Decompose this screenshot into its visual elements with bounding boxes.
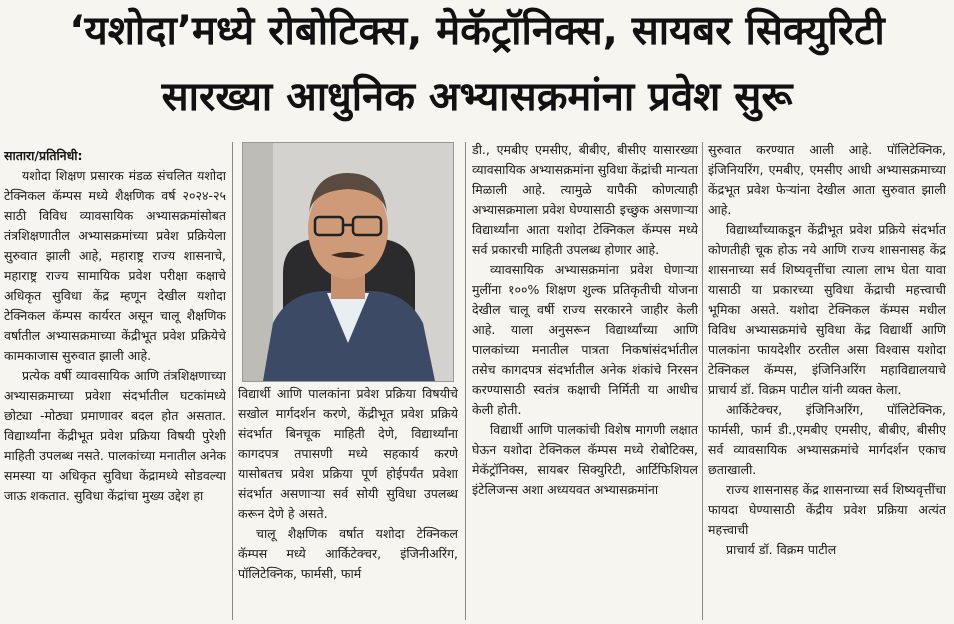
paragraph: आर्किटेक्चर, इंजिनिअरिंग, पॉलिटेक्निक, फार्मसी, फार्म डी.,एमबीए एमसीए, बीबीए, बीसीए सर्व व्यावसायिक अभ्यासक्रमांचे मार्गदर्शन एकाच छताखाली. xyxy=(708,402,946,477)
paragraph: राज्य शासनासह केंद्र शासनाच्या सर्व शिष्यवृत्तींचा फायदा घेण्यासाठी केंद्रीय प्रवेश प्रक्रिया अत्यंत महत्त्वाची xyxy=(708,482,946,537)
paragraph: प्रत्येक वर्षी व्यावसायिक आणि तंत्रशिक्षणाच्या अभ्यासक्रमाच्या प्रवेशा संदर्भातील घटकांमध्ये छोट्या -मोठ्या प्रमाणावर बदल होत असतात. विद्यार्थ्यांना केंद्रीभूत प्रवेश प्रक्रिया विषयी पुरेशी माहिती उपलब्ध नसते. पालकांच्या मनातील अनेक समस्या या अधिकृत सुविधा केंद्रामध्ये सोडवल्या जाऊ शकतात. सुविधा केंद्रांचा मुख्य उद्देश हा xyxy=(4,368,226,503)
person-portrait-icon xyxy=(243,143,453,381)
paragraph: विद्यार्थ्यांच्याकडून केंद्रीभूत प्रवेश प्रक्रिये संदर्भात कोणतीही चूक होऊ नये आणि राज्य शासनासह केंद्र शासनाच्या सर्व शिष्यवृत्तींचा त्याला लाभ घेता यावा यासाठी या प्रकारच्या सुविधा केंद्राची महत्त्वाची भूमिका असते. यशोदा टेक्निकल कॅम्पस मधील विविध अभ्यासक्रमांचे सुविधा केंद्र विद्यार्थी आणि पालकांना फायदेशीर ठरतील असा विश्वास यशोदा टेक्निकल कॅम्पस, इंजिनिअरिंग महाविद्यालयाचे प्राचार्य डॉ. विक्रम पाटील यांनी व्यक्त केला. xyxy=(708,222,946,397)
article-column-4 xyxy=(708,140,946,624)
article-column-1 xyxy=(4,146,226,624)
paragraph: विद्यार्थी आणि पालकांची विशेष मागणी लक्षात घेऊन यशोदा टेक्निकल कॅम्पस मध्ये रोबोटिक्स, मेकॅट्रॉनिक्स, सायबर सिक्युरिटी, आर्टिफिशियल इंटेलिजन्स अशा अध्ययवत अभ्यासक्रमांना xyxy=(472,422,698,497)
paragraph: चालू शैक्षणिक वर्षात यशोदा टेक्निकल कॅम्पस मध्ये आर्किटेक्चर, इंजिनीअरिंग, पॉलिटेक्निक, फार्मसी, फार्म xyxy=(238,526,458,581)
principal-photo xyxy=(242,142,454,382)
column-divider xyxy=(232,142,233,620)
paragraph: सुरुवात करण्यात आली आहे. पॉलिटेक्निक, इंजिनियरिंग, एमबीए, एमसीए आधी अभ्यासक्रमाच्या केंद्रभूत प्रवेश फेऱ्यांना देखील आता सुरुवात झाली आहे. xyxy=(708,142,946,217)
headline-line-1: ‘यशोदा’मध्ये रोबोटिक्स, मेकॅट्रॉनिक्स, सायबर सिक्युरिटी xyxy=(69,8,885,54)
paragraph: डी., एमबीए एमसीए, बीबीए, बीसीए यासारख्या व्यावसायिक अभ्यासक्रमांना सुविधा केंद्रांची मान्यता मिळाली आहे. त्यामुळे यापैकी कोणत्याही अभ्यासक्रमाला प्रवेश घेण्यासाठी इच्छुक असणाऱ्या विद्यार्थ्यांना आता यशोदा टेक्निकल कॅम्पस मध्ये सर्व प्रकारची माहिती उपलब्ध होणार आहे. xyxy=(472,142,698,257)
article-column-2 xyxy=(238,384,458,624)
paragraph: यशोदा शिक्षण प्रसारक मंडळ संचलित यशोदा टेक्निकल कॅम्पस मध्ये शैक्षणिक वर्ष २०२४-२५ साठी विविध व्यावसायिक अभ्यासक्रमांसोबत तंत्रशिक्षणातील अभ्यासक्रमांच्या प्रवेश प्रक्रियेला सुरुवात झाली आहे, महाराष्ट्र राज्य शासनाचे, महाराष्ट्र राज्य सामायिक प्रवेश परीक्षा कक्षाचे अधिकृत सुविधा केंद्र म्हणून देखील यशोदा टेक्निकल कॅम्पस कार्यरत असून चालू शैक्षणिक वर्षातील अभ्यासक्रमाच्या केंद्रीभूत प्रवेश प्रक्रियेचे कामकाजास सुरुवात झाली आहे. xyxy=(4,168,226,363)
byline: सातारा/प्रतिनिधी: xyxy=(4,148,83,163)
article-column-3 xyxy=(472,140,698,624)
paragraph: प्राचार्य डॉ. विक्रम पाटील xyxy=(726,542,837,557)
paragraph: व्यावसायिक अभ्यासक्रमांना प्रवेश घेणाऱ्या मुलींना १००% शिक्षण शुल्क प्रतिकृतीची योजना देखील चालू वर्षी राज्य सरकारने जाहीर केली आहे. याला अनुसरून विद्यार्थ्यांच्या आणि पालकांच्या मनातील पात्रता निकषांसंदर्भातील तसेच कागदपत्र संदर्भातील अनेक शंकांचे निरसन करण्यासाठी स्वतंत्र कक्षाची निर्मिती या आधीच केली होती. xyxy=(472,262,698,417)
column-divider xyxy=(702,142,703,620)
headline-line-2: सारख्या आधुनिक अभ्यासक्रमांना प्रवेश सुरू xyxy=(161,74,793,120)
column-divider xyxy=(465,142,466,620)
paragraph: विद्यार्थी आणि पालकांना प्रवेश प्रक्रिया विषयीचे सखोल मार्गदर्शन करणे, केंद्रीभूत प्रवेश प्रक्रिये संदर्भात बिनचूक माहिती देणे, विद्यार्थ्यांना कागदपत्र तपासणी मध्ये सहकार्य करणे यासोबतच प्रवेश प्रक्रिया पूर्ण होईपर्यंत प्रवेशा संदर्भात असणाऱ्या सर्व सोयी सुविधा उपलब्ध करून देणे हे असते. xyxy=(238,386,458,521)
